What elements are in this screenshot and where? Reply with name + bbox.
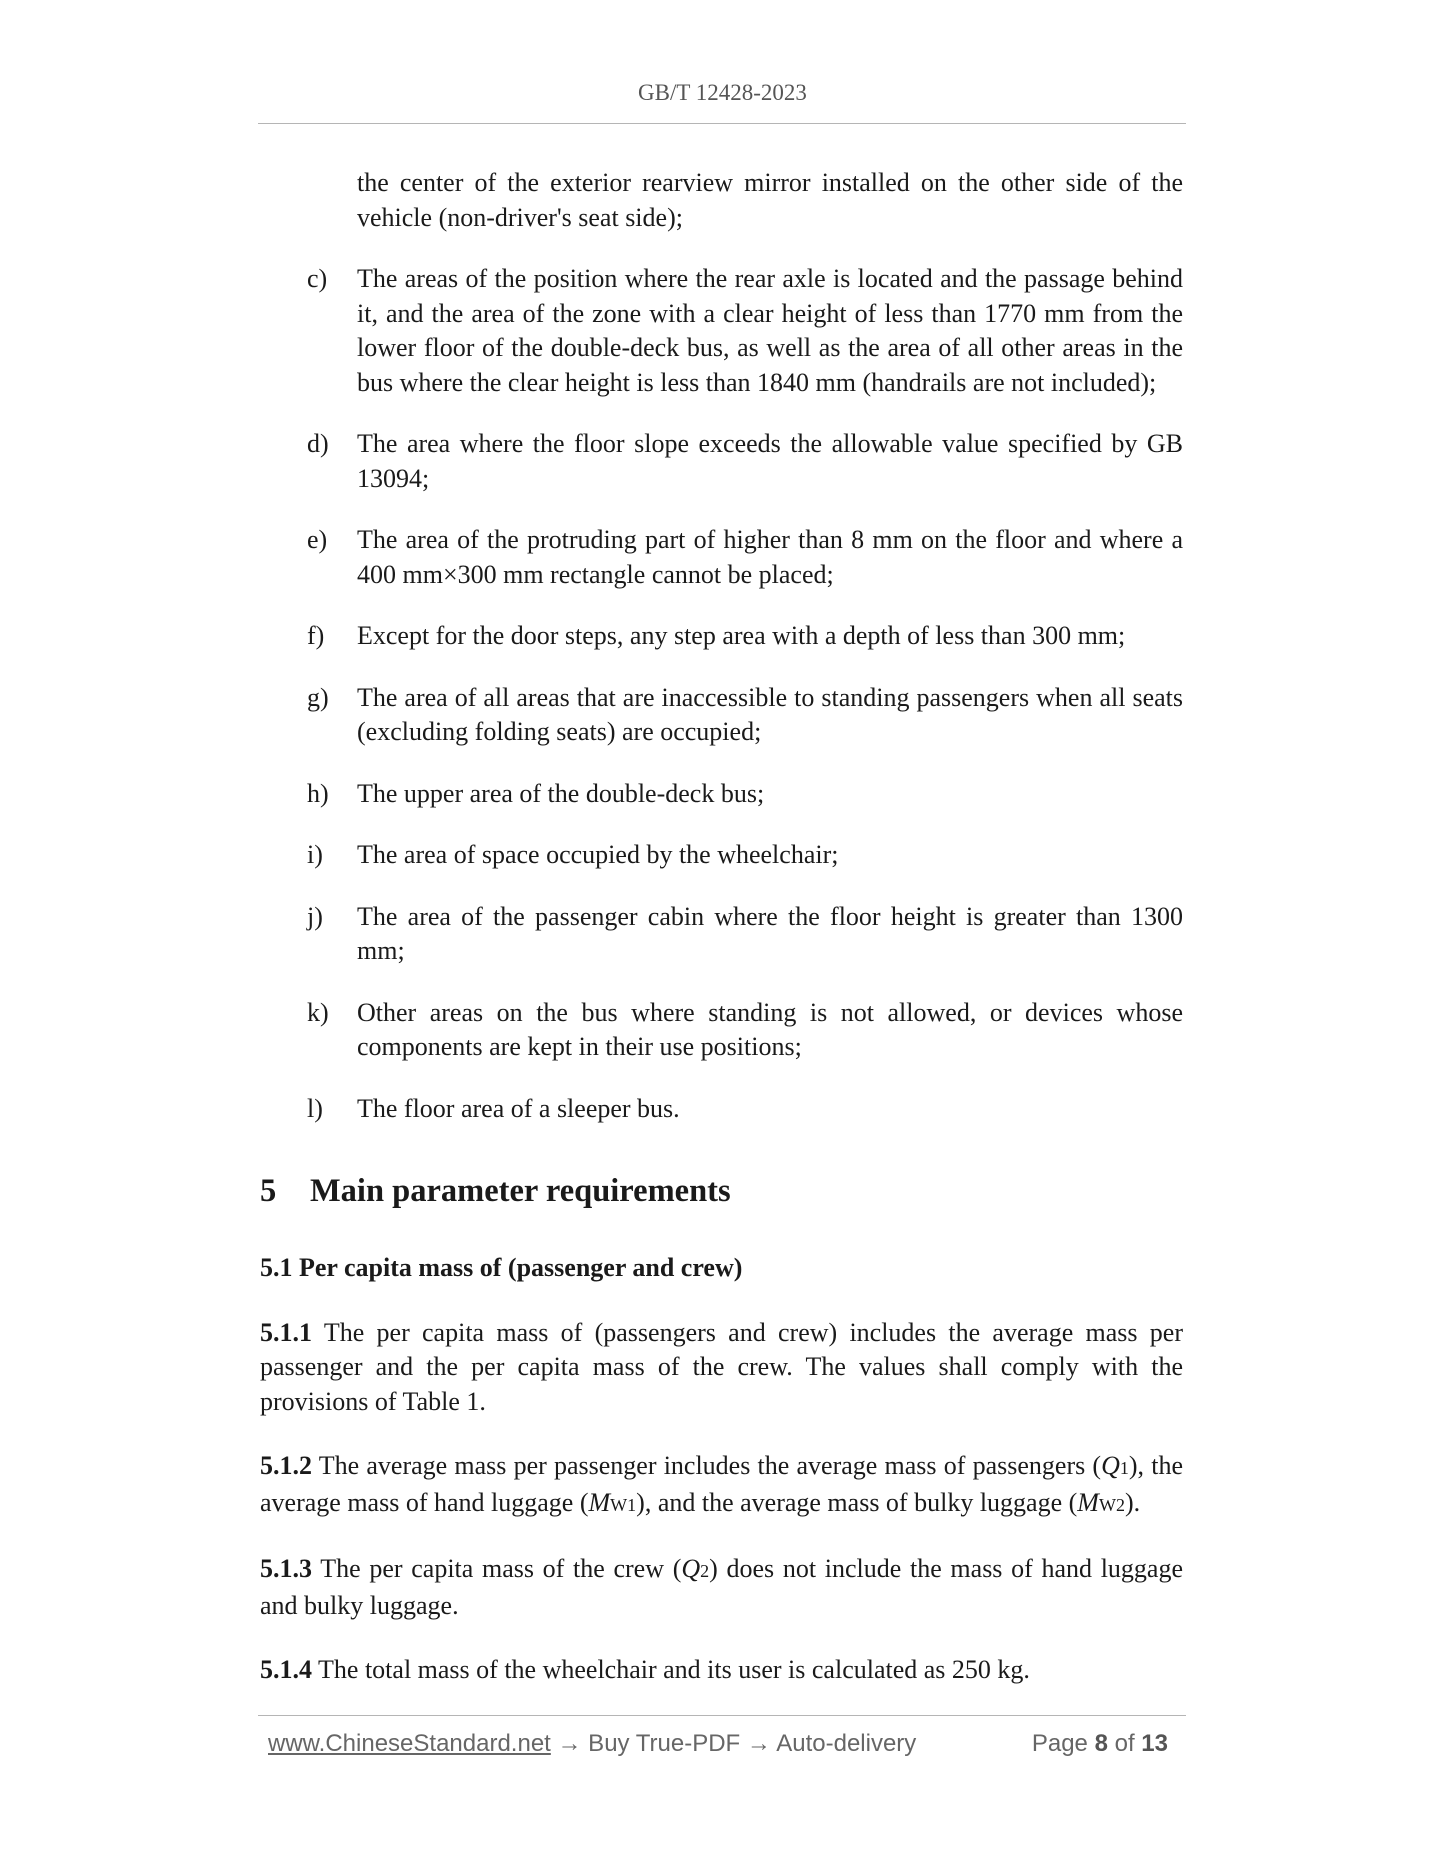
- list-item-label: c): [307, 264, 328, 293]
- clause-5-1-3: [260, 1552, 1183, 1623]
- clause-text: The total mass of the wheelchair and its user is calculated as 250 kg.: [318, 1655, 1030, 1684]
- symbol-subscript: 2: [700, 1561, 710, 1581]
- list-item-text: The area of the passenger cabin where the floor height is greater than 1300 mm;: [357, 901, 1183, 965]
- symbol-m: M: [1077, 1487, 1099, 1517]
- list-item: [260, 619, 1183, 654]
- footer-promo: [268, 1730, 916, 1758]
- list-item: [260, 777, 1183, 812]
- list-item-label: i): [307, 840, 323, 869]
- symbol-m: M: [588, 1487, 611, 1517]
- website-link[interactable]: www.ChineseStandard.net: [268, 1730, 551, 1757]
- list-item-label: f): [307, 621, 325, 650]
- list-item: [260, 900, 1183, 969]
- clause-text: ), and the average mass of bulky luggage (: [636, 1487, 1078, 1517]
- clause-number: 5.1.3: [260, 1554, 312, 1583]
- list-item-label: h): [307, 778, 329, 808]
- list-item-label: j): [307, 901, 323, 931]
- list-item-text: Other areas on the bus where standing is not allowed, or devices whose components are kept in their use positions;: [357, 997, 1183, 1061]
- list-item-text: The area of all areas that are inaccessible to standing passengers when all seats (excluding folding seats) are occupied;: [357, 682, 1183, 746]
- clause-text: ).: [1124, 1487, 1141, 1517]
- clause-number: 5.1.2: [260, 1451, 312, 1480]
- list-item-label: k): [307, 997, 329, 1027]
- footer-divider: [258, 1715, 1186, 1716]
- list-item-text: The upper area of the double-deck bus;: [357, 778, 765, 808]
- symbol-subscript: W1: [610, 1494, 637, 1515]
- page-label: Page: [1031, 1730, 1088, 1757]
- promo-text: → Buy True-PDF → Auto-delivery: [550, 1730, 917, 1757]
- running-header: GB/T 12428-2023: [638, 80, 807, 105]
- footer: [268, 1730, 1180, 1766]
- clause-text: The average mass per passenger includes the average mass of passengers (: [318, 1451, 1102, 1480]
- clause-text: The per capita mass of the crew (: [320, 1554, 682, 1583]
- clause-5-1-4: [260, 1653, 1183, 1688]
- page-indicator: [1032, 1730, 1168, 1758]
- clause-number: 5.1.4: [260, 1655, 312, 1684]
- list-item-text: Except for the door steps, any step area with a depth of less than 300 mm;: [357, 621, 1126, 650]
- page-number: 8: [1094, 1730, 1108, 1757]
- list-item: [260, 1092, 1183, 1127]
- section-title: Main parameter requirements: [310, 1173, 731, 1209]
- clause-text: ) does not include the mass of hand luggage and bulky luggage.: [260, 1554, 1183, 1620]
- list-item-text: The areas of the position where the rear axle is located and the passage behind it, and the area of the zone with a clear height of less than 1770 mm from the lower floor of the double-deck bus, as well as the area of all other areas in the bus where the clear height is less than 1840 mm (handrails are not included);: [357, 264, 1183, 397]
- symbol-subscript: W2: [1098, 1494, 1125, 1515]
- symbol-q: Q: [1101, 1451, 1120, 1480]
- clause-number: 5.1.1: [260, 1317, 312, 1347]
- list-item: [260, 262, 1183, 400]
- clause-5-1-1: [260, 1316, 1183, 1420]
- symbol-subscript: 1: [1119, 1458, 1129, 1478]
- list-item: [260, 681, 1183, 750]
- header-divider: [258, 123, 1186, 124]
- page-content: [260, 166, 1183, 1688]
- symbol-q: Q: [681, 1554, 701, 1583]
- list-item-text: The area of space occupied by the wheelchair;: [357, 840, 839, 869]
- clause-5-1-2: [260, 1449, 1183, 1522]
- list-item-label: l): [307, 1093, 323, 1123]
- continuation-text: the center of the exterior rearview mirror installed on the other side of the vehicle (non-driver's seat side);: [357, 168, 1183, 232]
- list-item: [260, 427, 1183, 496]
- section-heading: [260, 1171, 1183, 1211]
- total-pages: 13: [1141, 1730, 1168, 1757]
- list-item: [260, 523, 1183, 592]
- of-label: of: [1114, 1730, 1135, 1757]
- clause-text: ), the average mass of hand luggage (: [260, 1451, 1183, 1517]
- section-number: 5: [260, 1173, 277, 1209]
- list-item: [260, 838, 1183, 873]
- list-item-text: The floor area of a sleeper bus.: [357, 1093, 680, 1123]
- list-item-label: g): [307, 682, 329, 712]
- list-item-label: d): [307, 429, 329, 458]
- list-item-label: e): [307, 525, 328, 554]
- subsection-heading: 5.1 Per capita mass of (passenger and crew): [260, 1253, 743, 1282]
- list-item-text: The area of the protruding part of higher than 8 mm on the floor and where a 400 mm×300 mm rectangle cannot be placed;: [357, 525, 1183, 589]
- list-item-text: The area where the floor slope exceeds the allowable value specified by GB 13094;: [357, 429, 1183, 493]
- list-item: [260, 996, 1183, 1065]
- clause-text: The per capita mass of (passengers and crew) includes the average mass per passenger and the per capita mass of the crew. The values shall comply with the provisions of Table 1.: [260, 1317, 1184, 1416]
